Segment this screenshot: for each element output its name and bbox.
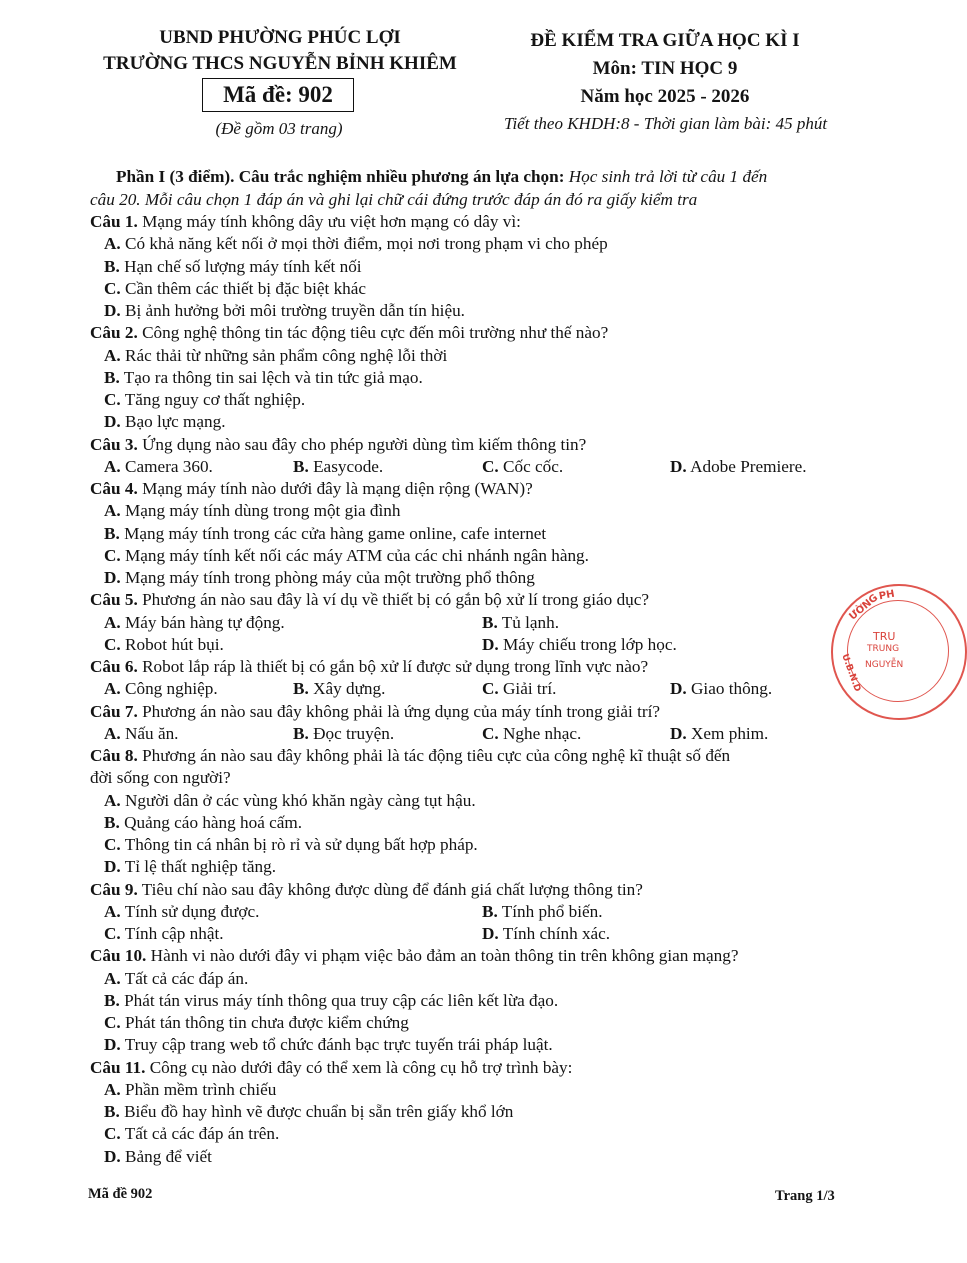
school-district: UBND PHƯỜNG PHÚC LỢI [159, 27, 401, 48]
school-year: Năm học 2025 - 2026 [580, 86, 750, 107]
option-4-a [104, 501, 400, 521]
option-letter: B. [293, 723, 309, 743]
option-2-d [104, 412, 226, 432]
option-letter: C. [482, 679, 499, 699]
question-number: Câu 9. [90, 879, 138, 899]
option-10-b [104, 991, 558, 1011]
seal-text-3: TRU [873, 630, 896, 643]
option-text: Phát tán virus máy tính thông qua truy cập các liên kết lừa đạo. [124, 990, 559, 1010]
option-text: Bạo lực mạng. [125, 412, 226, 432]
option-text: Robot hút bụi. [125, 634, 224, 654]
option-text: Tính phổ biến. [501, 901, 603, 921]
option-letter: D. [670, 723, 687, 743]
option-text: Cốc cốc. [503, 456, 564, 476]
option-7-d [670, 724, 768, 744]
option-2-b [104, 368, 423, 388]
option-letter: C. [482, 456, 499, 476]
seal-text-2: PH [878, 588, 896, 603]
option-1-a [104, 234, 608, 254]
option-letter: C. [104, 1124, 121, 1144]
option-7-b [293, 724, 394, 744]
question-text: Công nghệ thông tin tác động tiêu cực đến môi trường như thế nào? [142, 323, 609, 343]
option-1-d [104, 301, 465, 321]
option-letter: D. [104, 568, 121, 587]
option-3-b [293, 457, 383, 477]
question-number: Câu 5. [90, 590, 138, 610]
question-number: Câu 10. [90, 946, 147, 966]
question-number: Câu 7. [90, 701, 138, 721]
seal-text-6: U.B.N.D [839, 652, 863, 694]
option-text: Tỉ lệ thất nghiệp tăng. [124, 857, 277, 877]
option-2-c [104, 390, 305, 410]
option-text: Phần mềm trình chiếu [125, 1079, 277, 1099]
option-6-b [293, 679, 385, 699]
option-letter: D. [104, 301, 121, 320]
option-2-a [104, 346, 447, 366]
question-8-cont: đời sống con người? [90, 768, 231, 788]
option-11-c [104, 1124, 279, 1144]
option-6-a [104, 679, 218, 699]
option-letter: D. [482, 634, 499, 654]
question-4 [90, 479, 533, 499]
option-text: Máy bán hàng tự động. [125, 612, 285, 632]
option-text: Tủ lạnh. [501, 612, 560, 632]
option-1-b [104, 257, 362, 277]
option-text: Bị ảnh hưởng bởi môi trường truyền dẫn tín hiệu. [125, 301, 465, 320]
option-4-b [104, 524, 546, 544]
question-10 [90, 946, 739, 966]
option-letter: A. [104, 790, 121, 810]
option-text: Phát tán thông tin chưa được kiểm chứng [125, 1013, 409, 1032]
question-6 [90, 657, 648, 677]
option-9-a [104, 902, 259, 922]
question-text: Mạng máy tính không dây ưu việt hơn mạng có dây vì: [142, 212, 521, 231]
option-text: Nấu ăn. [125, 723, 179, 743]
question-text: Phương án nào sau đây không phải là ứng dụng của máy tính trong giải trí? [142, 701, 661, 721]
option-3-d [670, 457, 807, 477]
option-letter: C. [482, 723, 499, 743]
school-seal [831, 584, 967, 720]
option-text: Easycode. [313, 456, 384, 476]
seal-text-5: NGUYỄN [865, 660, 904, 670]
option-text: Mạng máy tính trong phòng máy của một trường phổ thông [125, 568, 535, 587]
question-number: Câu 2. [90, 323, 138, 343]
question-5 [90, 590, 649, 610]
option-8-d [104, 857, 276, 877]
question-number: Câu 4. [90, 479, 138, 498]
option-8-b [104, 813, 302, 833]
option-letter: B. [293, 679, 309, 699]
option-letter: C. [104, 390, 121, 409]
option-5-a [104, 613, 285, 633]
option-9-b [482, 902, 603, 922]
option-text: Công nghiệp. [125, 679, 218, 699]
option-letter: B. [293, 456, 309, 476]
option-7-a [104, 724, 178, 744]
option-8-c [104, 835, 478, 855]
option-letter: B. [104, 812, 120, 832]
option-letter: B. [104, 256, 120, 276]
question-number: Câu 6. [90, 657, 138, 676]
option-text: Truy cập trang web tổ chức đánh bạc trực tuyến trái pháp luật. [124, 1035, 553, 1055]
exam-title: ĐỀ KIỂM TRA GIỮA HỌC KÌ I [530, 30, 800, 51]
part1-heading [116, 167, 767, 187]
option-letter: A. [104, 901, 121, 921]
option-text: Tính sử dụng được. [124, 901, 260, 921]
option-letter: A. [104, 234, 121, 254]
option-6-d [670, 679, 772, 699]
option-5-c [104, 635, 224, 655]
option-11-b [104, 1102, 513, 1122]
option-letter: C. [104, 278, 121, 298]
school-name: TRƯỜNG THCS NGUYỄN BỈNH KHIÊM [103, 53, 457, 74]
part1-instruction-cont: câu 20. Mỗi câu chọn 1 đáp án và ghi lại chữ cái đứng trước đáp án đó ra giấy kiểm tra [90, 190, 698, 209]
question-text: Phương án nào sau đây không phải là tác động tiêu cực của công nghệ kĩ thuật số đến [142, 746, 731, 765]
option-letter: A. [104, 679, 121, 699]
question-2 [90, 323, 608, 343]
option-letter: B. [104, 523, 120, 543]
part1-instruction: Học sinh trả lời từ câu 1 đến [568, 167, 768, 186]
question-7 [90, 702, 660, 722]
question-text: Hành vi nào dưới đây vi phạm việc bảo đảm an toàn thông tin trên không gian mạng? [150, 946, 739, 966]
option-letter: C. [104, 924, 121, 943]
exam-subject: Môn: TIN HỌC 9 [592, 58, 738, 79]
option-letter: B. [482, 901, 498, 921]
option-text: Hạn chế số lượng máy tính kết nối [124, 256, 362, 276]
option-text: Rác thải từ những sản phẩm công nghệ lỗi thời [125, 345, 448, 365]
option-text: Tính cập nhật. [124, 924, 224, 943]
option-letter: A. [104, 968, 121, 988]
option-letter: B. [482, 612, 498, 632]
question-11 [90, 1058, 572, 1078]
option-letter: D. [670, 679, 687, 699]
seal-text-4: TRUNG [867, 644, 900, 654]
option-text: Mạng máy tính kết nối các máy ATM của các chi nhánh ngân hàng. [125, 545, 589, 565]
option-text: Tính chính xác. [502, 924, 611, 943]
option-letter: A. [104, 612, 121, 632]
question-text: Mạng máy tính nào dưới đây là mạng diện rộng (WAN)? [142, 479, 533, 498]
option-letter: B. [104, 990, 120, 1010]
option-letter: C. [104, 1013, 121, 1032]
question-text: Robot lắp ráp là thiết bị có gắn bộ xử lí được sử dụng trong lĩnh vực nào? [142, 657, 649, 676]
question-9 [90, 880, 643, 900]
question-number: Câu 8. [90, 746, 138, 765]
exam-duration: Tiết theo KHDH:8 - Thời gian làm bài: 45 phút [503, 114, 828, 133]
option-letter: A. [104, 1079, 121, 1099]
option-8-a [104, 791, 476, 811]
option-letter: A. [104, 723, 121, 743]
option-3-c [482, 457, 563, 477]
option-letter: D. [104, 1146, 121, 1166]
option-text: Tăng nguy cơ thất nghiệp. [124, 390, 306, 409]
footer-exam-code: Mã đề 902 [88, 1186, 153, 1202]
option-text: Có khả năng kết nối ở mọi thời điểm, mọi nơi trong phạm vi cho phép [125, 234, 608, 254]
option-5-b [482, 613, 559, 633]
option-letter: A. [104, 501, 121, 521]
question-3 [90, 435, 586, 455]
option-text: Camera 360. [125, 456, 213, 476]
option-text: Người dân ở các vùng khó khăn ngày càng tụt hậu. [125, 790, 476, 810]
option-text: Adobe Premiere. [690, 456, 807, 476]
question-text: Ứng dụng nào sau đây cho phép người dùng tìm kiếm thông tin? [142, 434, 587, 454]
option-9-c [104, 924, 224, 944]
option-10-a [104, 969, 248, 989]
question-number: Câu 11. [90, 1057, 146, 1077]
option-10-d [104, 1035, 553, 1055]
question-text: Tiêu chí nào sau đây không được dùng để đánh giá chất lượng thông tin? [141, 879, 643, 899]
option-letter: B. [104, 367, 120, 387]
option-1-c [104, 279, 366, 299]
option-text: Bảng để viết [125, 1146, 212, 1166]
option-letter: D. [104, 1035, 121, 1055]
option-text: Máy chiếu trong lớp học. [503, 634, 677, 654]
pages-note: (Đề gồm 03 trang) [215, 119, 343, 138]
option-letter: A. [104, 345, 121, 365]
option-letter: D. [482, 924, 499, 943]
option-letter: B. [104, 1102, 120, 1121]
option-4-d [104, 568, 535, 588]
seal-text-1: ƯỜNG [847, 592, 881, 623]
option-text: Biểu đồ hay hình vẽ được chuẩn bị sẵn trên giấy khổ lớn [124, 1102, 514, 1121]
question-number: Câu 3. [90, 434, 138, 454]
option-9-d [482, 924, 610, 944]
option-letter: D. [670, 456, 687, 476]
option-text: Xem phim. [691, 723, 769, 743]
option-text: Xây dựng. [313, 679, 386, 699]
option-text: Đọc truyện. [313, 723, 395, 743]
option-letter: D. [104, 857, 121, 877]
footer-page-number: Trang 1/3 [775, 1188, 835, 1204]
option-letter: A. [104, 456, 121, 476]
option-5-d [482, 635, 677, 655]
option-text: Giải trí. [503, 679, 557, 699]
question-text: Công cụ nào dưới đây có thể xem là công cụ hỗ trợ trình bày: [149, 1057, 573, 1077]
option-text: Cần thêm các thiết bị đặc biệt khác [125, 278, 367, 298]
question-8 [90, 746, 730, 766]
option-3-a [104, 457, 213, 477]
question-text: Phương án nào sau đây là ví dụ về thiết bị có gắn bộ xử lí trong giáo dục? [142, 590, 650, 610]
option-text: Tất cả các đáp án trên. [124, 1124, 280, 1144]
option-text: Tạo ra thông tin sai lệch và tin tức giả mạo. [123, 367, 423, 387]
question-1 [90, 212, 521, 232]
exam-code-box: Mã đề: 902 [202, 78, 354, 112]
option-11-d [104, 1147, 212, 1167]
option-text: Tất cả các đáp án. [124, 968, 249, 988]
option-text: Nghe nhạc. [503, 723, 582, 743]
option-4-c [104, 546, 589, 566]
option-letter: C. [104, 545, 121, 565]
option-text: Thông tin cá nhân bị rò rỉ và sử dụng bất hợp pháp. [124, 835, 478, 854]
option-text: Mạng máy tính trong các cửa hàng game online, cafe internet [124, 523, 547, 543]
option-text: Giao thông. [691, 679, 773, 699]
part1-title: Phần I (3 điểm). Câu trắc nghiệm nhiều phương án lựa chọn: [116, 167, 565, 186]
option-letter: C. [104, 634, 121, 654]
option-6-c [482, 679, 556, 699]
option-text: Quảng cáo hàng hoá cấm. [124, 812, 303, 832]
option-7-c [482, 724, 581, 744]
option-10-c [104, 1013, 409, 1033]
option-11-a [104, 1080, 276, 1100]
option-letter: C. [104, 835, 121, 854]
option-text: Mạng máy tính dùng trong một gia đình [125, 501, 401, 521]
question-number: Câu 1. [90, 212, 138, 231]
option-letter: D. [104, 412, 121, 432]
